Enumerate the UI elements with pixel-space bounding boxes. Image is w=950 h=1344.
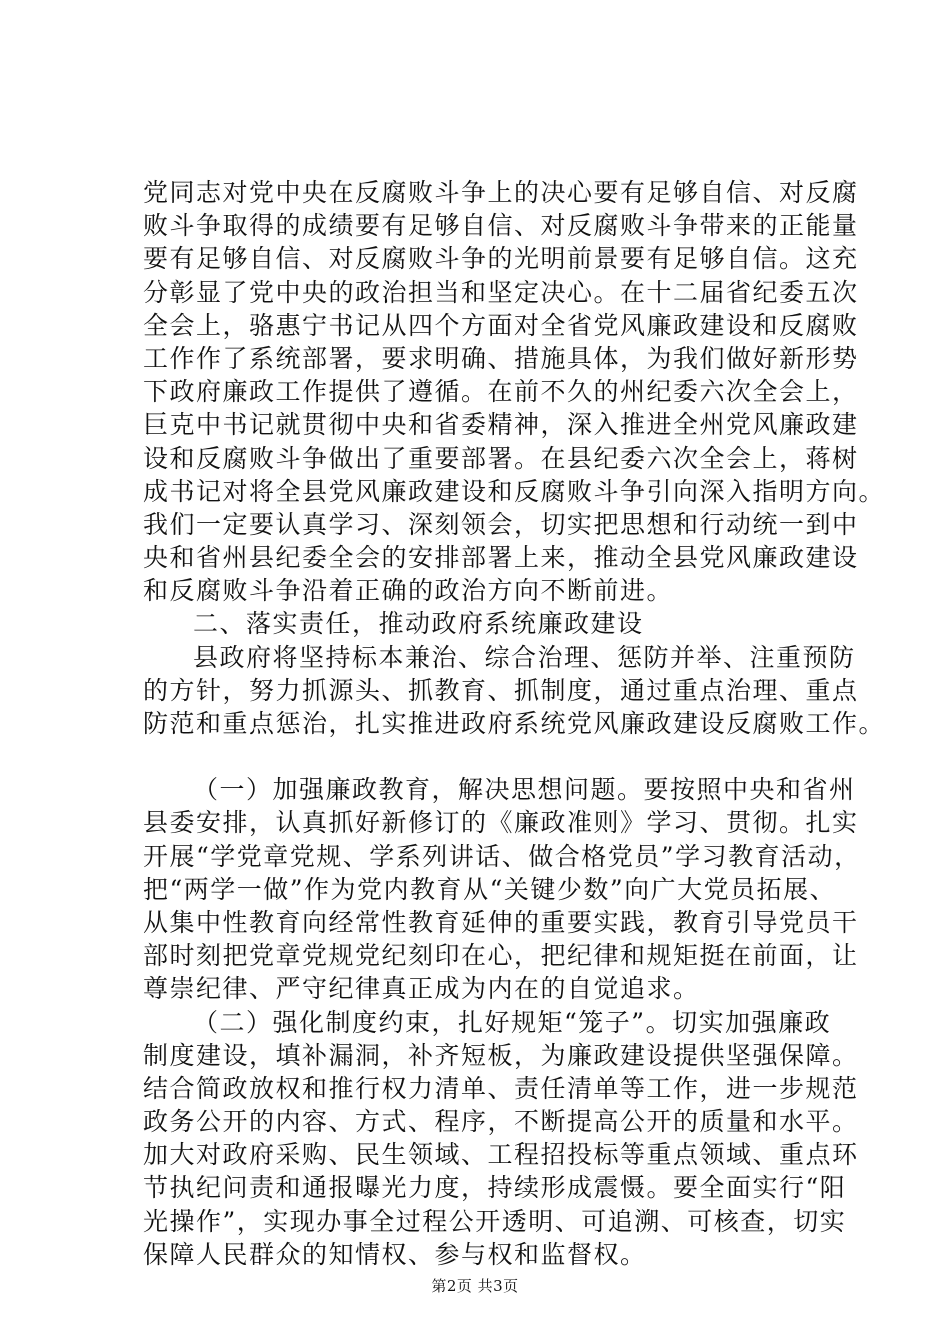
text-line: 的方针，努力抓源头、抓教育、抓制度，通过重点治理、重点 [143, 675, 859, 705]
text-line: 要有足够自信、对反腐败斗争的光明前景要有足够自信。这充 [143, 244, 859, 274]
text-line: 工作作了系统部署，要求明确、措施具体，为我们做好新形势 [143, 343, 859, 373]
text-line: （一）加强廉政教育，解决思想问题。要按照中央和省州 [193, 775, 856, 805]
text-line: （二）强化制度约束，扎好规矩“笼子”。切实加强廉政 [193, 1007, 832, 1037]
text-line: 和反腐败斗争沿着正确的政治方向不断前进。 [143, 576, 674, 606]
text-line: 光操作”，实现办事全过程公开透明、可追溯、可核查，切实 [143, 1206, 847, 1236]
text-line: 防范和重点惩治，扎实推进政府系统党风廉政建设反腐败工作。 [143, 709, 886, 738]
text-line: 我们一定要认真学习、深刻领会，切实把思想和行动统一到中 [143, 509, 859, 539]
text-line: 设和反腐败斗争做出了重要部署。在县纪委六次全会上，蒋树 [143, 443, 859, 473]
text-line: 结合简政放权和推行权力清单、责任清单等工作，进一步规范 [143, 1073, 859, 1103]
text-line: 县委安排，认真抓好新修订的《廉政准则》学习、贯彻。扎实 [143, 808, 859, 838]
text-line: 政务公开的内容、方式、程序，不断提高公开的质量和水平。 [143, 1107, 859, 1137]
text-line: 巨克中书记就贯彻中央和省委精神，深入推进全州党风廉政建 [143, 410, 859, 440]
text-line: 把“两学一做”作为党内教育从“关键少数”向广大党员拓展、 [143, 874, 837, 904]
page-footer [0, 1276, 950, 1296]
paragraph-gap [143, 740, 843, 773]
para-continuation [143, 176, 886, 607]
text-line: 从集中性教育向经常性教育延伸的重要实践，教育引导党员干 [143, 907, 859, 937]
text-line: 下政府廉政工作提供了遵循。在前不久的州纪委六次全会上， [143, 377, 859, 407]
text-line: 尊崇纪律、严守纪律真正成为内在的自觉追求。 [143, 974, 700, 1004]
para-county-policy [143, 641, 886, 741]
text-line: 节执纪问责和通报曝光力度，持续形成震慑。要全面实行“阳 [143, 1173, 847, 1203]
text-line: 央和省州县纪委全会的安排部署上来，推动全县党风廉政建设 [143, 543, 859, 573]
text-line: 开展“学党章党规、学系列讲话、做合格党员”学习教育活动， [143, 841, 861, 871]
text-line: 制度建设，填补漏洞，补齐短板，为廉政建设提供坚强保障。 [143, 1040, 859, 1070]
text-line: 加大对政府采购、民生领域、工程招投标等重点领域、重点环 [143, 1140, 859, 1170]
text-line: 县政府将坚持标本兼治、综合治理、惩防并举、注重预防 [193, 642, 856, 672]
document-page [143, 176, 886, 1271]
section-heading: 二、落实责任，推动政府系统廉政建设 [193, 609, 644, 639]
page-number-label: 第2页 共3页 [431, 1277, 519, 1295]
section-heading-2 [143, 607, 843, 640]
text-line: 保障人民群众的知情权、参与权和监督权。 [143, 1239, 647, 1269]
text-line: 分彰显了党中央的政治担当和坚定决心。在十二届省纪委五次 [143, 277, 859, 307]
text-line: 败斗争取得的成绩要有足够自信、对反腐败斗争带来的正能量 [143, 211, 859, 241]
text-line: 部时刻把党章党规党纪刻印在心，把纪律和规矩挺在前面，让 [143, 941, 859, 971]
text-line: 党同志对党中央在反腐败斗争上的决心要有足够自信、对反腐 [143, 178, 859, 207]
text-line: 成书记对将全县党风廉政建设和反腐败斗争引向深入指明方向。 [143, 476, 886, 506]
text-line: 全会上，骆惠宁书记从四个方面对全省党风廉政建设和反腐败 [143, 310, 859, 340]
para-item-1 [143, 773, 861, 1005]
para-item-2 [143, 1006, 859, 1272]
